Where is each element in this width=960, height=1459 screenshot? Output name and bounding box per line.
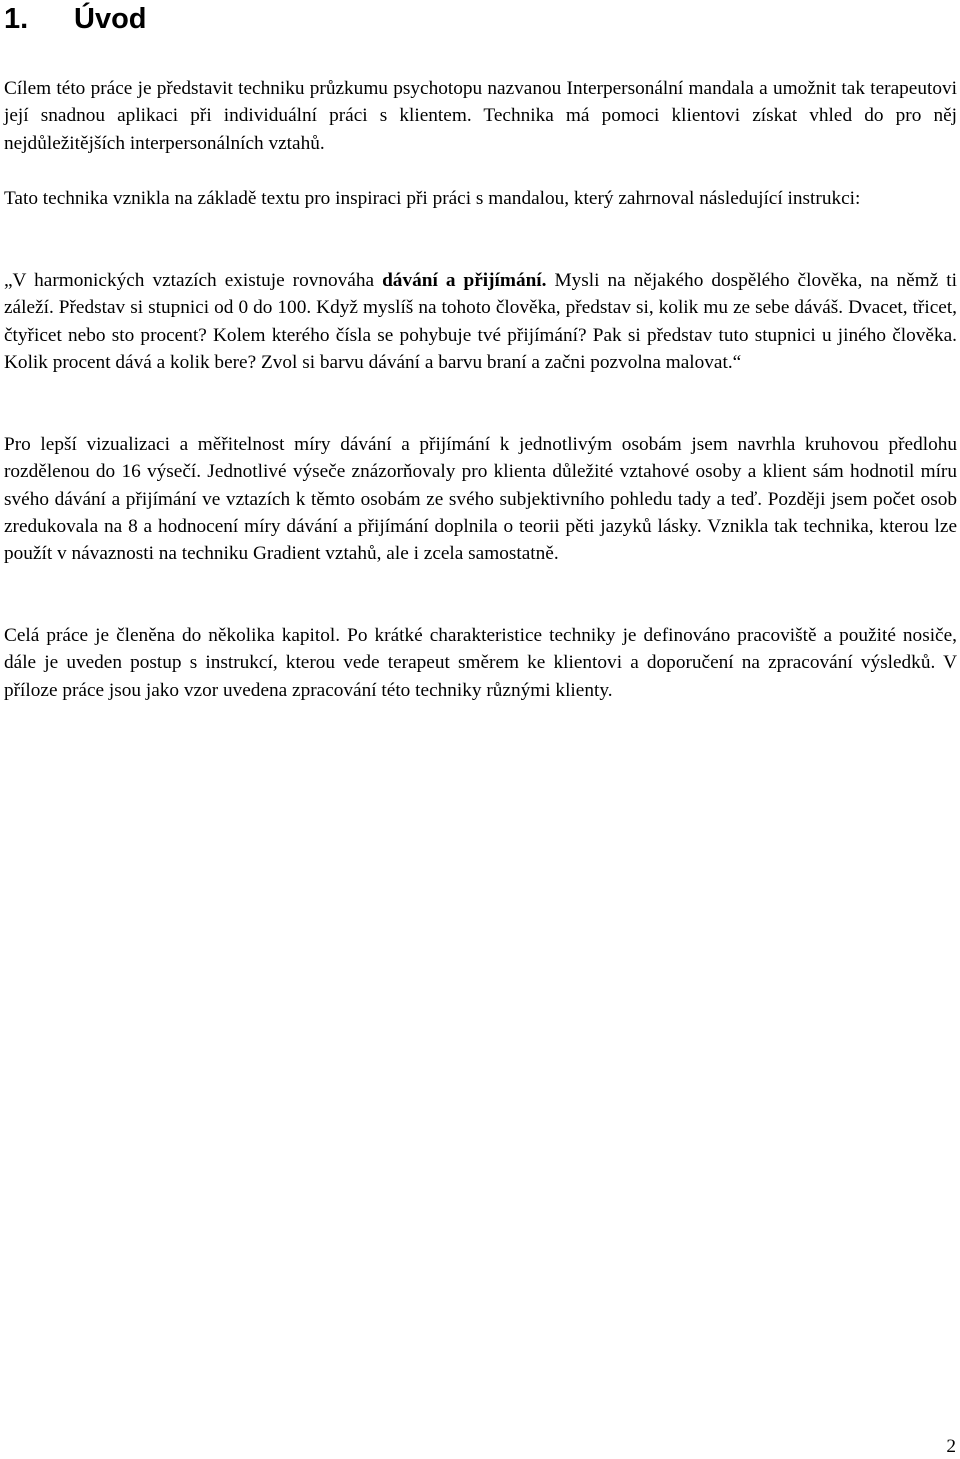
paragraph-origin: Tato technika vznikla na základě textu pro inspiraci při práci s mandalou, který zahrnoval následující instrukci: (4, 188, 861, 209)
quote-emphasis: dávání a přijímání. (382, 270, 547, 291)
chapter-heading (4, 0, 147, 38)
paragraph-instruction-quote (4, 267, 957, 376)
paragraph-intro: Cílem této práce je představit techniku průzkumu psychotopu nazvanou Interpersonální mandala a umožnit tak terapeutovi její snadnou aplikaci při individuální práci s klientem. Technika má pomoci klientovi získat vhled do pro něj nejdůležitějších interpersonálních vztahů. (4, 78, 957, 154)
quote-text-start: „V harmonických vztazích existuje rovnováha (4, 270, 383, 291)
chapter-number: 1. (4, 3, 29, 35)
quote-text-rest: Mysli na nějakého dospělého člověka, na němž ti záleží. Představ si stupnici od 0 do 100. Když myslíš na tohoto člověka, představ si, kolik mu ze sebe dáváš. Dvacet, třicet, čtyřicet nebo sto procent? Kolem kterého čísla se pohybuje tvé přijímání? Pak si představ tuto stupnici u jiného člověka. Kolik procent dává a kolik bere? Zvol si barvu dávání a barvu braní a začni pozvolna malovat.“ (4, 270, 958, 373)
paragraph-structure: Celá práce je členěna do několika kapitol. Po krátké charakteristice techniky je definováno pracoviště a použité nosiče, dále je uveden postup s instrukcí, kterou vede terapeut směrem ke klientovi a doporučení na zpracování výsledků. V příloze práce jsou jako vzor uvedena zpracování této techniky různými klienty. (4, 625, 957, 701)
page-number: 2 (946, 1436, 956, 1457)
paragraph-visualization: Pro lepší vizualizaci a měřitelnost míry dávání a přijímání k jednotlivým osobám jsem navrhla kruhovou předlohu rozdělenou do 16 výsečí. Jednotlivé výseče znázorňovaly pro klienta důležité vztahové osoby a klient sám hodnotil míru svého dávání a přijímání ve vztazích k těmto osobám ze svého subjektivního pohledu tady a teď. Později jsem počet osob zredukovala na 8 a hodnocení míry dávání a přijímání doplnila o teorii pěti jazyků lásky. Vznikla tak technika, kterou lze použít v návaznosti na techniku Gradient vztahů, ale i zcela samostatně. (4, 434, 957, 565)
chapter-title: Úvod (74, 3, 147, 35)
